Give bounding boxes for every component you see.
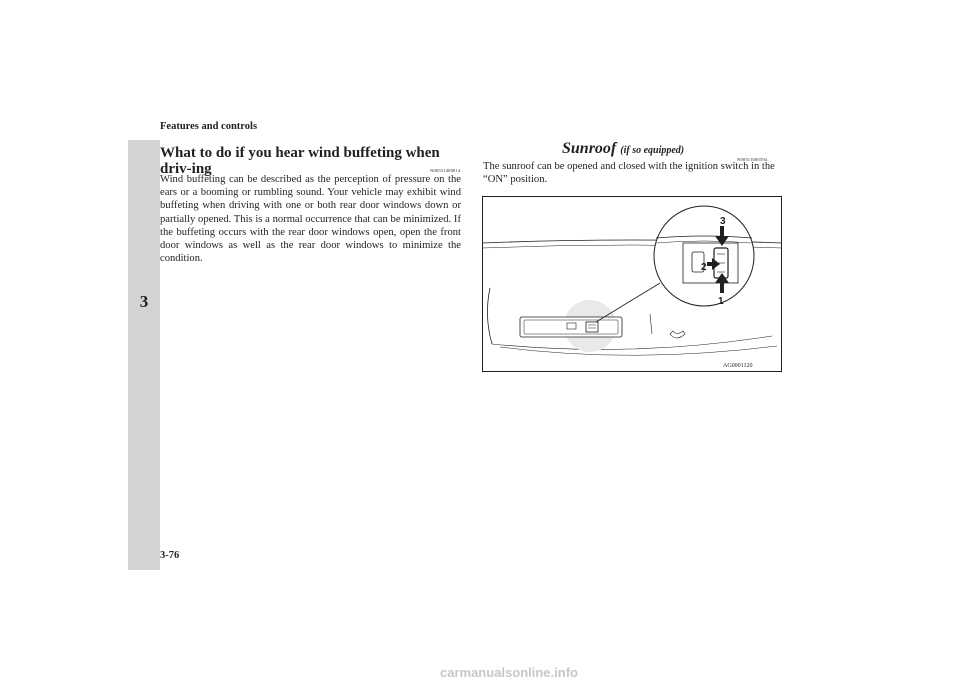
page-header: Features and controls — [160, 121, 258, 132]
section-body-wind-buffeting: Wind buffeting can be described as the perception of pressure on the ears or a booming or rumbling sound. Your vehicle may exhibit wind buffeting when driving with one or both rear door windows down or partially opened. This is a normal occurrence that can be minimized. If the buffeting occurs with the rear door windows open, open the front door windows as well as the rear door windows to minimize the condition. — [160, 174, 461, 265]
watermark: carmanualsonline.info — [440, 665, 578, 680]
sunroof-qualifier: (if so equipped) — [620, 145, 685, 156]
section-heading-wind-buffeting: What to do if you hear wind buffeting when driv-ing — [160, 145, 440, 177]
callout-2: 2 — [701, 262, 707, 273]
map-lamp-switch-icon — [567, 323, 576, 329]
sunroof-switch-icon — [586, 322, 598, 332]
sunroof-title: Sunroof — [562, 140, 617, 157]
callout-1: 1 — [718, 296, 724, 307]
section-reference-code: N00511000594 — [737, 157, 768, 162]
page-number: 3-76 — [160, 550, 180, 561]
callout-3: 3 — [720, 216, 726, 227]
figure-code: AG0001120 — [723, 363, 753, 369]
section-heading-sunroof — [562, 140, 684, 158]
sunroof-switch-illustration — [482, 196, 782, 372]
section-reference-code: N00551400014 — [430, 168, 461, 173]
section-body-sunroof: The sunroof can be opened and closed with the ignition switch in the “ON” position. — [483, 161, 775, 186]
chapter-tab-number: 3 — [139, 292, 149, 311]
chapter-tab — [128, 140, 160, 570]
